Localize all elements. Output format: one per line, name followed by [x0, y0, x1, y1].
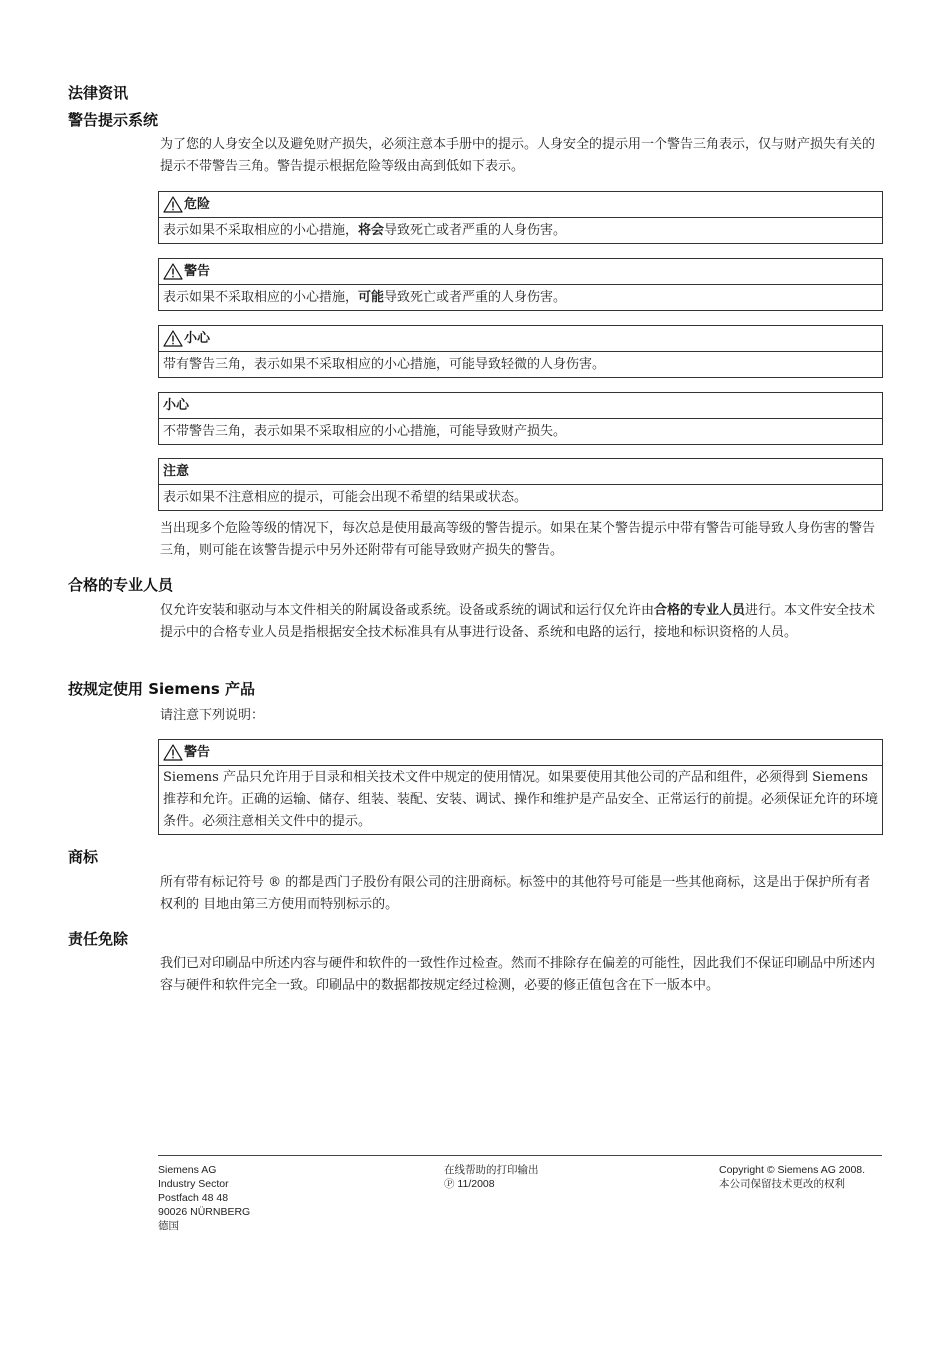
footer-print-label: 在线帮助的打印输出 — [444, 1164, 539, 1176]
footer-address — [158, 1163, 358, 1233]
warning-text-bold: 可能 — [358, 290, 385, 305]
caution-text: 带有警告三角，表示如果不采取相应的小心措施，可能导致轻微的人身伤害。 — [163, 357, 606, 372]
warning-box-header — [159, 259, 882, 285]
footer-rights-line: 本公司保留技术更改的权利 — [719, 1178, 845, 1190]
page-title: 法律资讯 — [68, 84, 129, 102]
danger-box — [158, 191, 883, 244]
footer-copyright-line: Copyright © Siemens AG 2008. — [719, 1164, 866, 1176]
warning-triangle-icon — [163, 330, 183, 347]
trademarks-heading: 商标 — [68, 848, 99, 866]
disclaimer-text: 我们已对印刷品中所述内容与硬件和软件的一致性作过检查。然而不排除存在偏差的可能性，因此我们不保证印刷品中所述内容与硬件和软件完全一致。印刷品中的数据都按规定经过检测，必要的修正值包含在下一版本中。 — [160, 956, 876, 993]
footer-address-line: 德国 — [158, 1220, 179, 1232]
footer-address-line: Postfach 48 48 — [158, 1192, 229, 1204]
caution-box-header — [159, 326, 882, 352]
danger-label: 危险 — [184, 197, 211, 212]
notice-text: 表示如果不注意相应的提示，可能会出现不希望的结果或状态。 — [163, 490, 528, 505]
warning-triangle-icon — [163, 263, 183, 280]
qualified-text-a: 仅允许安装和驱动与本文件相关的附属设备或系统。设备或系统的调试和运行仅允许由 — [160, 603, 655, 618]
danger-box-header — [159, 192, 882, 218]
warning-text-b: 导致死亡或者严重的人身伤害。 — [384, 290, 567, 305]
qualified-text-b: 进行。本文件安全技术提示中的合格专业人员是指根据安全技术标准具有从事进行设备、系统和电路的运行，接地和标识资格的人员。 — [160, 603, 876, 640]
proper-use-warning-label: 警告 — [184, 745, 211, 760]
danger-text-a: 表示如果不采取相应的小心措施， — [163, 223, 359, 238]
notice-box — [158, 458, 883, 511]
footer-center — [444, 1163, 664, 1191]
qualified-personnel-text — [160, 600, 882, 644]
warning-text-a: 表示如果不采取相应的小心措施， — [163, 290, 359, 305]
warning-box — [158, 258, 883, 311]
warning-text — [159, 285, 882, 310]
warning-system-intro: 为了您的人身安全以及避免财产损失，必须注意本手册中的提示。人身安全的提示用一个警告三角表示，仅与财产损失有关的提示不带警告三角。警告提示根据危险等级由高到低如下表示。 — [160, 137, 876, 174]
footer-copyright — [719, 1163, 889, 1191]
proper-use-heading: 按规定使用 Siemens 产品 — [68, 680, 255, 698]
caution-no-triangle-label: 小心 — [163, 398, 190, 413]
proper-use-warning-text: Siemens 产品只允许用于目录和相关技术文件中规定的使用情况。如果要使用其他公司的产品和组件，必须得到 Siemens 推荐和允许。正确的运输、储存、组装、装配、安装、调试、操作和维护是产品安全、正常运行的前提。必须保证允许的环境条件。必须注意相关文件中的提示。 — [163, 770, 879, 829]
warning-label: 警告 — [184, 264, 211, 279]
caution-box — [158, 325, 883, 378]
notice-label: 注意 — [163, 464, 190, 479]
caution-label: 小心 — [184, 331, 211, 346]
footer-address-line: Industry Sector — [158, 1178, 229, 1190]
qualified-personnel-heading: 合格的专业人员 — [68, 576, 174, 594]
footer-address-line: Siemens AG — [158, 1164, 217, 1176]
footer-divider — [158, 1155, 882, 1156]
qualified-text-bold: 合格的专业人员 — [654, 603, 746, 618]
proper-use-warning-box — [158, 739, 883, 835]
warning-system-outro: 当出现多个危险等级的情况下，每次总是使用最高等级的警告提示。如果在某个警告提示中带有警告可能导致人身伤害的警告三角，则可能在该警告提示中另外还附带有可能导致财产损失的警告。 — [160, 521, 876, 558]
notice-box-header — [159, 459, 882, 485]
trademarks-text: 所有带有标记符号 ® 的都是西门子股份有限公司的注册商标。标签中的其他符号可能是一些其他商标，这是出于保护所有者权利的 目地由第三方使用而特别标示的。 — [160, 875, 871, 912]
footer-address-line: 90026 NÜRNBERG — [158, 1206, 251, 1218]
caution-no-triangle-text: 不带警告三角，表示如果不采取相应的小心措施，可能导致财产损失。 — [163, 424, 567, 439]
proper-use-intro: 请注意下列说明： — [160, 708, 265, 723]
danger-text-b: 导致死亡或者严重的人身伤害。 — [384, 223, 567, 238]
footer-date: Ⓟ 11/2008 — [444, 1178, 495, 1190]
warning-system-heading: 警告提示系统 — [68, 111, 159, 129]
danger-text-bold: 将会 — [358, 223, 385, 238]
disclaimer-heading: 责任免除 — [68, 930, 129, 948]
danger-text — [159, 218, 882, 243]
caution-no-triangle-header — [159, 393, 882, 419]
warning-triangle-icon — [163, 744, 183, 761]
warning-triangle-icon — [163, 196, 183, 213]
caution-no-triangle-box — [158, 392, 883, 445]
proper-use-warning-header — [159, 740, 882, 766]
